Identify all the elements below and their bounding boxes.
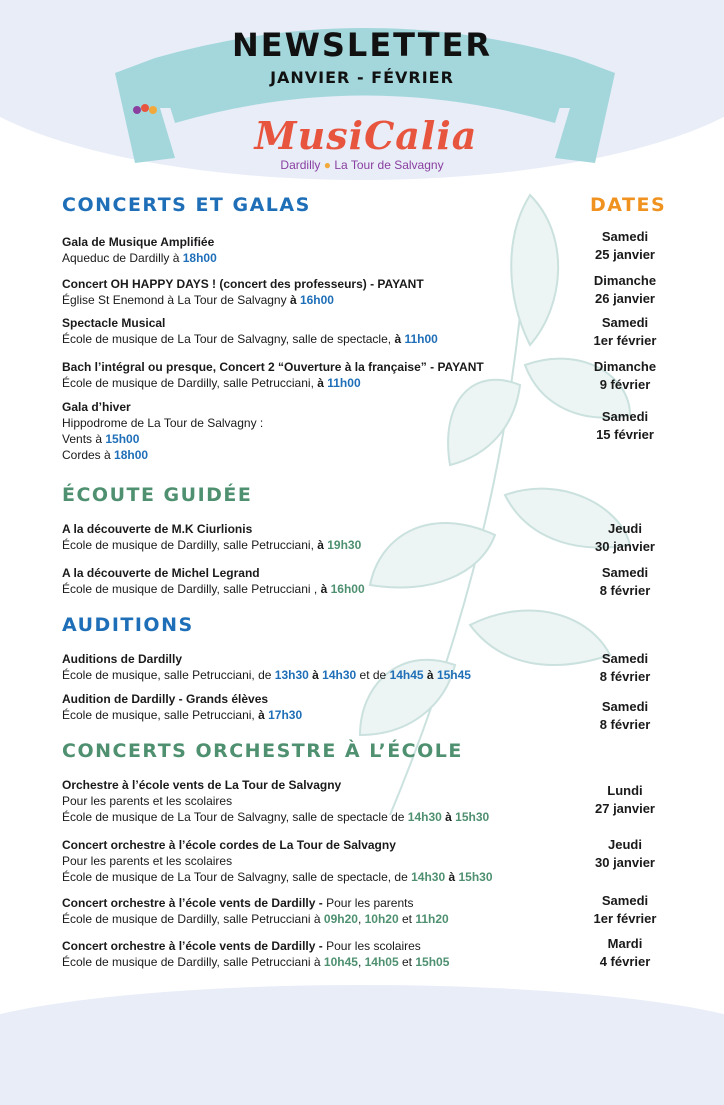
dates-heading: DATES (590, 194, 667, 216)
event-day-month: 1er février (593, 333, 657, 348)
event-detail-text: à (423, 668, 437, 682)
event-detail-text: École de musique de Dardilly, salle Petrucciani, (62, 538, 318, 552)
event-item (62, 565, 562, 597)
logo-dot: ● (323, 158, 332, 172)
event-detail-line (62, 292, 562, 308)
event-title-line (62, 521, 562, 537)
event-detail-line (62, 431, 562, 447)
section-heading: AUDITIONS (62, 614, 194, 636)
event-time: 13h30 (274, 668, 309, 682)
event-time: 17h30 (268, 708, 303, 722)
event-weekday: Samedi (601, 893, 649, 908)
event-detail-text: et de (356, 668, 390, 682)
event-time: 11h00 (404, 332, 438, 346)
event-item (62, 234, 562, 266)
event-date (575, 935, 675, 971)
event-detail-text: , (357, 912, 365, 926)
event-date (575, 358, 675, 394)
event-detail-text: École de musique de Dardilly, salle Petrucciani à (62, 955, 324, 969)
event-detail-text: École de musique, salle Petrucciani, (62, 708, 259, 722)
event-time: 14h30 (322, 668, 357, 682)
event-detail-text: Aqueduc de Dardilly (62, 251, 173, 265)
event-name: Auditions de Dardilly (62, 652, 183, 666)
event-item (62, 359, 562, 391)
event-title-line (62, 565, 562, 581)
event-detail-line (62, 447, 562, 463)
event-detail-text: École de musique de Dardilly, salle Petrucciani à (62, 912, 324, 926)
event-day-month: 9 février (599, 377, 651, 392)
event-name: Gala d’hiver (62, 400, 131, 414)
event-detail-line (62, 415, 562, 431)
event-weekday: Samedi (601, 651, 649, 666)
event-detail-text: à (317, 538, 328, 552)
event-weekday: Lundi (607, 783, 643, 798)
event-date (575, 892, 675, 928)
event-detail-text: École de musique de Dardilly, salle Petrucciani , (62, 582, 321, 596)
event-day-month: 1er février (593, 911, 657, 926)
event-item (62, 399, 562, 463)
event-detail-text: , (357, 955, 365, 969)
event-day-month: 30 janvier (595, 539, 655, 554)
event-detail-line (62, 809, 562, 825)
event-date (575, 408, 675, 444)
event-title-line (62, 315, 562, 331)
event-time: 18h00 (114, 448, 149, 462)
event-title-line (62, 359, 562, 375)
event-name: Bach l’intégral ou presque, Concert 2 “Ouverture à la française” - PAYANT (62, 360, 484, 374)
event-title-line (62, 651, 562, 667)
newsletter-title: NEWSLETTER (231, 26, 493, 64)
section-heading: CONCERTS ORCHESTRE À L’ÉCOLE (62, 740, 463, 762)
event-day-month: 8 février (599, 717, 651, 732)
event-detail-line (62, 375, 562, 391)
event-date (575, 564, 675, 600)
section-heading: CONCERTS ET GALAS (62, 194, 311, 216)
event-detail-line (62, 707, 562, 723)
section-heading: ÉCOUTE GUIDÉE (62, 484, 253, 506)
event-date (575, 782, 675, 818)
event-item (62, 837, 562, 885)
event-detail-text: à (441, 810, 456, 824)
event-detail-text: à (258, 708, 269, 722)
event-title-line (62, 895, 562, 911)
event-detail-text: École de musique de La Tour de Salvagny, salle de spectacle, (62, 332, 395, 346)
event-name: Concert orchestre à l’école vents de Dardilly - (62, 939, 327, 953)
event-name: A la découverte de Michel Legrand (62, 566, 260, 580)
event-detail-text: Cordes à (62, 448, 115, 462)
event-detail-text: à (445, 870, 459, 884)
event-time: 10h20 (364, 912, 399, 926)
event-detail-text: Église St Enemond à La Tour de Salvagny (62, 293, 290, 307)
event-day-month: 26 janvier (595, 291, 655, 306)
event-date (575, 228, 675, 264)
event-detail-line (62, 911, 562, 927)
event-detail-text: à (308, 668, 323, 682)
event-detail-text: École de musique de Dardilly, salle Petrucciani, (62, 376, 318, 390)
event-detail-line (62, 793, 562, 809)
event-title-line (62, 234, 562, 250)
event-detail-text: à (317, 376, 328, 390)
event-day-month: 15 février (596, 427, 654, 442)
event-weekday: Samedi (601, 229, 649, 244)
event-time: 19h30 (327, 538, 362, 552)
event-detail-line (62, 331, 562, 347)
logo-wordmark: MusiCalia (254, 113, 478, 158)
event-title-line (62, 837, 562, 853)
event-date (575, 272, 675, 308)
event-weekday: Dimanche (593, 359, 657, 374)
event-detail-line (62, 853, 562, 869)
event-weekday: Samedi (601, 699, 649, 714)
event-weekday: Jeudi (608, 837, 642, 852)
event-detail-text: École de musique de La Tour de Salvagny, salle de spectacle de (62, 810, 408, 824)
event-detail-text: et (398, 912, 416, 926)
event-detail-line (62, 250, 562, 266)
event-name: Concert OH HAPPY DAYS ! (concert des professeurs) - PAYANT (62, 277, 424, 291)
event-title-line (62, 777, 562, 793)
event-detail-text: Pour les parents et les scolaires (62, 794, 233, 808)
event-item (62, 691, 562, 723)
newsletter-subtitle: JANVIER - FÉVRIER (270, 68, 454, 87)
event-weekday: Dimanche (593, 273, 657, 288)
event-detail-text: à (172, 251, 183, 265)
event-detail-text: à (394, 332, 405, 346)
event-date (575, 836, 675, 872)
event-time: 16h00 (330, 582, 365, 596)
event-day-month: 8 février (599, 669, 651, 684)
event-date (575, 650, 675, 686)
event-time: 14h30 (407, 810, 442, 824)
event-item (62, 276, 562, 308)
event-weekday: Samedi (601, 565, 649, 580)
event-time: 15h45 (436, 668, 471, 682)
event-name: Spectacle Musical (62, 316, 166, 330)
event-date (575, 698, 675, 734)
event-day-month: 27 janvier (595, 801, 655, 816)
event-day-month: 8 février (599, 583, 651, 598)
event-detail-line (62, 537, 562, 553)
event-time: 11h00 (327, 376, 361, 390)
event-detail-text: à (320, 582, 331, 596)
event-name: Gala de Musique Amplifiée (62, 235, 215, 249)
event-weekday: Jeudi (608, 521, 642, 536)
event-time: 14h45 (389, 668, 424, 682)
logo-location-left: Dardilly (280, 158, 321, 172)
event-day-month: 30 janvier (595, 855, 655, 870)
event-title-line (62, 938, 562, 954)
event-item (62, 895, 562, 927)
event-time: 18h00 (182, 251, 217, 265)
event-detail-line (62, 869, 562, 885)
event-time: 15h30 (458, 870, 493, 884)
event-detail-text: à (289, 293, 300, 307)
event-time: 14h05 (364, 955, 399, 969)
event-detail-line (62, 954, 562, 970)
event-time: 15h05 (415, 955, 450, 969)
event-title-line (62, 691, 562, 707)
event-item (62, 315, 562, 347)
event-time: 11h20 (415, 912, 449, 926)
event-item (62, 777, 562, 825)
event-name: Concert orchestre à l’école vents de Dardilly - (62, 896, 327, 910)
event-time: 15h00 (105, 432, 140, 446)
event-item (62, 938, 562, 970)
event-weekday: Samedi (601, 409, 649, 424)
event-date (575, 520, 675, 556)
event-audience: Pour les parents (326, 896, 414, 910)
event-time: 16h00 (299, 293, 334, 307)
event-item (62, 521, 562, 553)
event-item (62, 651, 562, 683)
event-detail-text: et (398, 955, 416, 969)
event-title-line (62, 276, 562, 292)
event-name: Audition de Dardilly - Grands élèves (62, 692, 269, 706)
event-date (575, 314, 675, 350)
event-detail-text: Vents à (62, 432, 106, 446)
event-day-month: 4 février (599, 954, 651, 969)
event-time: 15h30 (455, 810, 490, 824)
event-weekday: Samedi (601, 315, 649, 330)
logo-location-right: La Tour de Salvagny (334, 158, 444, 172)
event-detail-text: École de musique de La Tour de Salvagny, salle de spectacle, de (62, 870, 412, 884)
event-name: Orchestre à l’école vents de La Tour de Salvagny (62, 778, 342, 792)
event-detail-line (62, 581, 562, 597)
event-title-line (62, 399, 562, 415)
event-detail-text: École de musique, salle Petrucciani, de (62, 668, 275, 682)
event-detail-text: Pour les parents et les scolaires (62, 854, 233, 868)
event-time: 14h30 (411, 870, 446, 884)
event-day-month: 25 janvier (595, 247, 655, 262)
event-name: A la découverte de M.K Ciurlionis (62, 522, 253, 536)
event-audience: Pour les scolaires (326, 939, 421, 953)
event-detail-text: Hippodrome de La Tour de Salvagny : (62, 416, 264, 430)
event-weekday: Mardi (607, 936, 643, 951)
event-detail-line (62, 667, 562, 683)
event-time: 09h20 (323, 912, 358, 926)
event-name: Concert orchestre à l’école cordes de La Tour de Salvagny (62, 838, 396, 852)
event-time: 10h45 (323, 955, 358, 969)
